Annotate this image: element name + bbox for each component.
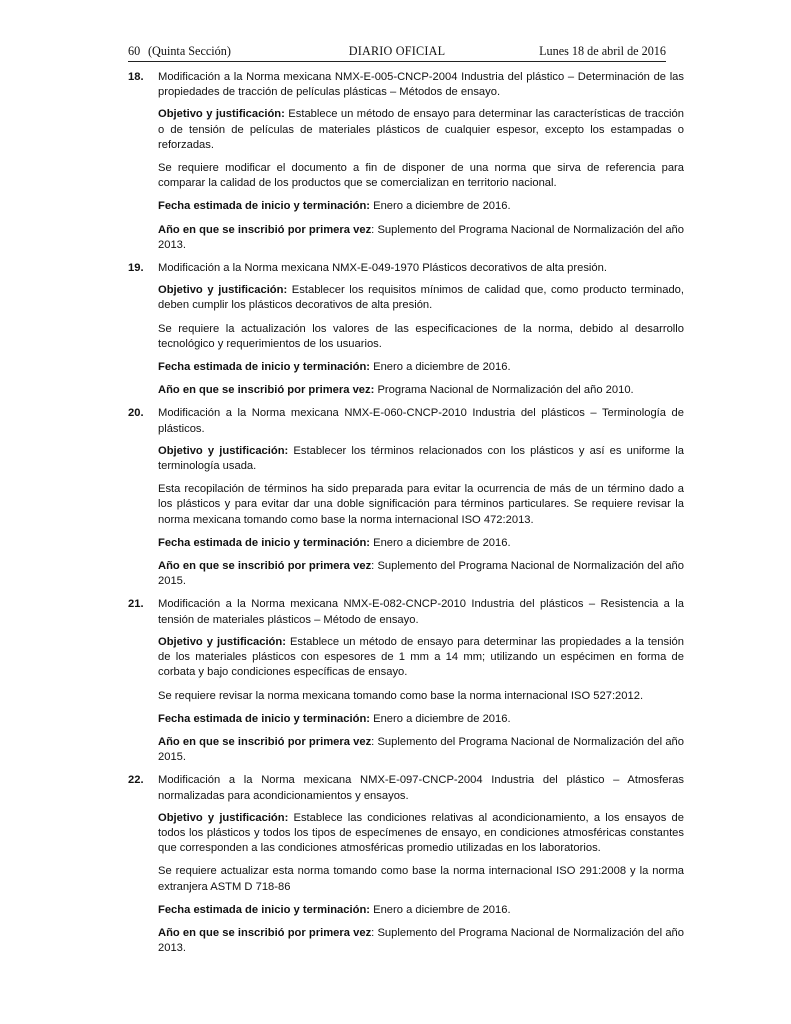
date-text: Enero a diciembre de 2016. <box>370 903 511 916</box>
date-paragraph <box>158 536 684 551</box>
objective-paragraph <box>158 444 684 474</box>
year-text: : Suplemento del Programa Nacional de Normalización del año 2013. <box>158 926 684 955</box>
objective-paragraph <box>158 811 684 857</box>
publication-date: Lunes 18 de abril de 2016 <box>539 44 666 58</box>
date-text: Enero a diciembre de 2016. <box>370 536 511 549</box>
year-label: Año en que se inscribió por primera vez <box>158 560 372 573</box>
date-paragraph <box>158 903 684 918</box>
year-text: : Suplemento del Programa Nacional de Normalización del año 2015. <box>158 735 684 764</box>
date-label: Fecha estimada de inicio y terminación: <box>158 200 371 213</box>
page-number: 60 <box>128 44 141 58</box>
item-number: 22. <box>128 774 144 787</box>
year-text: : Suplemento del Programa Nacional de Normalización del año 2015. <box>158 560 684 588</box>
header-divider <box>128 61 666 62</box>
objective-text: Establecer los requisitos mínimos de calidad que, como producto terminado, deben cumplir los plásticos decorativos de alta presión. <box>158 284 685 312</box>
list-item <box>128 597 684 765</box>
year-paragraph <box>158 926 684 956</box>
note-paragraph: Esta recopilación de términos ha sido preparada para evitar la ocurrencia de más de un término dado a los plásticos y para evitar dar una doble significación para términos particulares. Se requiere revisar la norma mexicana tomando como base la norma internacional ISO 472:2013. <box>158 483 684 526</box>
item-number: 21. <box>128 598 144 611</box>
date-text: Enero a diciembre de 2016. <box>370 712 511 725</box>
item-title: Modificación a la Norma mexicana NMX-E-049-1970 Plásticos decorativos de alta presión. <box>158 262 607 275</box>
note-paragraph: Se requiere actualizar esta norma tomando como base la norma internacional ISO 291:2008 y la norma extranjera ASTM D 718-86 <box>158 865 684 893</box>
objective-label: Objetivo y justificación: <box>158 108 285 121</box>
year-paragraph <box>158 223 684 253</box>
list-item <box>128 261 684 398</box>
objective-text: Establece las condiciones relativas al acondicionamiento, a los ensayos de todos los plásticos y todos los tipos de especímenes de ensayo, en condiciones atmosféricas constantes que corresponden a las condiciones atmosféricas promedio utilizadas en los laboratorios. <box>158 811 684 855</box>
item-number: 18. <box>128 71 144 83</box>
objective-paragraph <box>158 635 684 681</box>
date-text: Enero a diciembre de 2016. <box>370 200 511 213</box>
objective-label: Objetivo y justificación: <box>158 811 289 824</box>
note-paragraph: Se requiere revisar la norma mexicana tomando como base la norma internacional ISO 527:2012. <box>158 689 644 702</box>
objective-paragraph <box>158 107 684 153</box>
date-paragraph <box>158 360 684 375</box>
year-paragraph <box>158 383 684 398</box>
year-text: Programa Nacional de Normalización del año 2010. <box>374 384 634 397</box>
list-item <box>128 70 684 253</box>
objective-label: Objetivo y justificación: <box>158 284 288 297</box>
item-title: Modificación a la Norma mexicana NMX-E-082-CNCP-2010 Industria del plásticos – Resistencia a la tensión de materiales plásticos – Método de ensayo. <box>158 598 684 626</box>
objective-paragraph <box>158 283 684 313</box>
year-label: Año en que se inscribió por primera vez <box>158 926 372 939</box>
item-number: 20. <box>128 407 144 420</box>
objective-text: Establecer los términos relacionados con los plásticos y así es uniforme la terminología usada. <box>158 444 684 473</box>
page-header <box>128 44 666 62</box>
date-paragraph <box>158 199 684 214</box>
year-paragraph <box>158 559 684 589</box>
item-title: Modificación a la Norma mexicana NMX-E-005-CNCP-2004 Industria del plástico – Determinación de las propiedades de tracción de películas plásticas – Métodos de ensayo. <box>158 71 684 99</box>
note-paragraph: Se requiere modificar el documento a fin de disponer de una norma que sirva de referencia para comparar la calidad de los productos que se comercializan en territorio nacional. <box>158 162 684 190</box>
document-body <box>128 70 684 964</box>
list-item <box>128 773 684 956</box>
item-title: Modificación a la Norma mexicana NMX-E-097-CNCP-2004 Industria del plástico – Atmosferas normalizadas para acondicionamientos y ensayos. <box>158 774 684 802</box>
item-number: 19. <box>128 262 144 275</box>
objective-text: Establece un método de ensayo para determinar las características de tracción o de tensión de películas de materiales plásticos de cualquier espesor, excepto los estampadas o reforzadas. <box>158 108 684 151</box>
date-label: Fecha estimada de inicio y terminación: <box>158 903 371 916</box>
note-paragraph: Se requiere la actualización los valores de las especificaciones de la norma, debido al desarrollo tecnológico y requerimientos de los usuarios. <box>158 322 684 350</box>
date-label: Fecha estimada de inicio y terminación: <box>158 536 371 549</box>
objective-label: Objetivo y justificación: <box>158 635 286 648</box>
date-label: Fecha estimada de inicio y terminación: <box>158 361 371 374</box>
date-label: Fecha estimada de inicio y terminación: <box>158 712 371 725</box>
section-label: (Quinta Sección) <box>148 44 231 58</box>
publication-title: DIARIO OFICIAL <box>348 44 446 58</box>
item-title: Modificación a la Norma mexicana NMX-E-060-CNCP-2010 Industria del plásticos – Terminología de plásticos. <box>158 407 684 435</box>
list-item <box>128 406 684 589</box>
date-text: Enero a diciembre de 2016. <box>370 361 511 374</box>
year-label: Año en que se inscribió por primera vez <box>158 223 372 236</box>
objective-text: Establece un método de ensayo para determinar las propiedades a la tensión de los materiales plásticos con espesores de 1 mm a 14 mm; utilizando un espécimen en forma de corbata y bajo condiciones específicas de ensayo. <box>158 635 684 679</box>
year-label: Año en que se inscribió por primera vez <box>158 735 372 748</box>
date-paragraph <box>158 712 684 727</box>
year-text: : Suplemento del Programa Nacional de Normalización del año 2013. <box>158 223 684 251</box>
year-label: Año en que se inscribió por primera vez: <box>158 384 375 397</box>
objective-label: Objetivo y justificación: <box>158 444 289 457</box>
year-paragraph <box>158 735 684 765</box>
